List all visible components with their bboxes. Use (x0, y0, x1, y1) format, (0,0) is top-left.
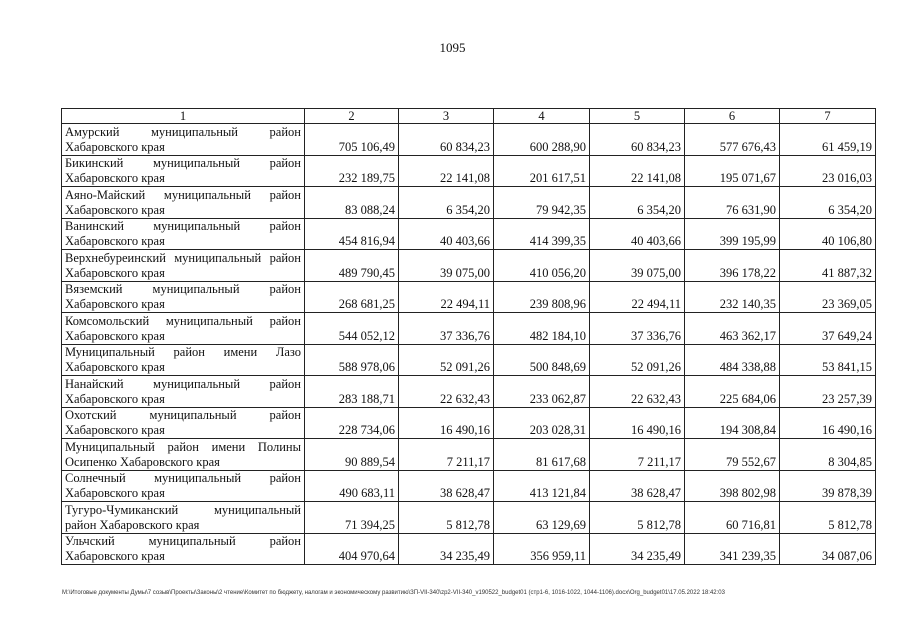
value-cell: 482 184,10 (494, 313, 590, 345)
value-cell: 232 140,35 (685, 281, 780, 313)
value-cell: 22 632,43 (590, 376, 685, 408)
table-row (62, 407, 876, 439)
value-cell: 60 834,23 (590, 124, 685, 156)
page-number: 1095 (439, 40, 466, 55)
table-row (62, 376, 876, 408)
table-header-row (62, 109, 876, 124)
value-cell: 40 403,66 (590, 218, 685, 250)
value-cell: 6 354,20 (590, 187, 685, 219)
value-cell: 81 617,68 (494, 439, 590, 471)
table-row (62, 155, 876, 187)
value-cell: 201 617,51 (494, 155, 590, 187)
value-cell: 34 235,49 (590, 533, 685, 565)
value-cell: 6 354,20 (780, 187, 876, 219)
value-cell: 404 970,64 (305, 533, 399, 565)
value-cell: 396 178,22 (685, 250, 780, 282)
value-cell: 225 684,06 (685, 376, 780, 408)
value-cell: 7 211,17 (399, 439, 494, 471)
value-cell: 228 734,06 (305, 407, 399, 439)
district-name-cell: Комсомольский муниципальный район Хабаровского края (62, 313, 305, 345)
value-cell: 454 816,94 (305, 218, 399, 250)
value-cell: 399 195,99 (685, 218, 780, 250)
value-cell: 194 308,84 (685, 407, 780, 439)
table-row (62, 344, 876, 376)
value-cell: 79 552,67 (685, 439, 780, 471)
value-cell: 588 978,06 (305, 344, 399, 376)
value-cell: 544 052,12 (305, 313, 399, 345)
value-cell: 463 362,17 (685, 313, 780, 345)
value-cell: 16 490,16 (590, 407, 685, 439)
table-row (62, 124, 876, 156)
district-name-cell: Амурский муниципальный район Хабаровского края (62, 124, 305, 156)
value-cell: 410 056,20 (494, 250, 590, 282)
file-path-footer: M:\Итоговые документы Думы\7 созыв\Проекты\Законы\2 чтение\Комитет по бюджету, налогам и экономическому развитию\ЗП-VII-340\zp2-VII-340_v190522_budget01 (стр1-6, 1016-1022, 1044-1106).docx\Org_budget01\17.05.2022 18:42:03 (62, 590, 725, 596)
value-cell: 490 683,11 (305, 470, 399, 502)
value-cell: 268 681,25 (305, 281, 399, 313)
value-cell: 232 189,75 (305, 155, 399, 187)
district-name-cell: Аяно-Майский муниципальный район Хабаровского края (62, 187, 305, 219)
value-cell: 283 188,71 (305, 376, 399, 408)
value-cell: 38 628,47 (399, 470, 494, 502)
value-cell: 705 106,49 (305, 124, 399, 156)
value-cell: 5 812,78 (780, 502, 876, 534)
value-cell: 39 075,00 (399, 250, 494, 282)
value-cell: 16 490,16 (399, 407, 494, 439)
district-name-cell: Солнечный муниципальный район Хабаровского края (62, 470, 305, 502)
value-cell: 233 062,87 (494, 376, 590, 408)
district-name-cell: Ульчский муниципальный район Хабаровского края (62, 533, 305, 565)
value-cell: 79 942,35 (494, 187, 590, 219)
value-cell: 52 091,26 (590, 344, 685, 376)
value-cell: 60 834,23 (399, 124, 494, 156)
value-cell: 356 959,11 (494, 533, 590, 565)
column-header: 2 (305, 109, 399, 124)
value-cell: 23 257,39 (780, 376, 876, 408)
value-cell: 63 129,69 (494, 502, 590, 534)
value-cell: 203 028,31 (494, 407, 590, 439)
value-cell: 398 802,98 (685, 470, 780, 502)
value-cell: 23 369,05 (780, 281, 876, 313)
value-cell: 38 628,47 (590, 470, 685, 502)
table-row (62, 439, 876, 471)
value-cell: 34 087,06 (780, 533, 876, 565)
value-cell: 5 812,78 (399, 502, 494, 534)
value-cell: 195 071,67 (685, 155, 780, 187)
value-cell: 37 336,76 (590, 313, 685, 345)
value-cell: 22 141,08 (399, 155, 494, 187)
value-cell: 40 106,80 (780, 218, 876, 250)
district-name-cell: Тугуро-Чумиканский муниципальный район Хабаровского края (62, 502, 305, 534)
district-name-cell: Нанайский муниципальный район Хабаровского края (62, 376, 305, 408)
value-cell: 40 403,66 (399, 218, 494, 250)
value-cell: 39 075,00 (590, 250, 685, 282)
value-cell: 61 459,19 (780, 124, 876, 156)
table-row (62, 218, 876, 250)
column-header: 1 (62, 109, 305, 124)
value-cell: 83 088,24 (305, 187, 399, 219)
column-header: 4 (494, 109, 590, 124)
table-row (62, 533, 876, 565)
district-name-cell: Вяземский муниципальный район Хабаровского края (62, 281, 305, 313)
district-name-cell: Муниципальный район имени Полины Осипенко Хабаровского края (62, 439, 305, 471)
value-cell: 76 631,90 (685, 187, 780, 219)
column-header: 5 (590, 109, 685, 124)
value-cell: 41 887,32 (780, 250, 876, 282)
value-cell: 22 494,11 (399, 281, 494, 313)
district-name-cell: Бикинский муниципальный район Хабаровского края (62, 155, 305, 187)
value-cell: 39 878,39 (780, 470, 876, 502)
value-cell: 22 632,43 (399, 376, 494, 408)
value-cell: 500 848,69 (494, 344, 590, 376)
value-cell: 600 288,90 (494, 124, 590, 156)
value-cell: 22 141,08 (590, 155, 685, 187)
value-cell: 23 016,03 (780, 155, 876, 187)
value-cell: 16 490,16 (780, 407, 876, 439)
value-cell: 577 676,43 (685, 124, 780, 156)
district-name-cell: Верхнебуреинский муниципальный район Хабаровского края (62, 250, 305, 282)
table-row (62, 250, 876, 282)
value-cell: 60 716,81 (685, 502, 780, 534)
value-cell: 239 808,96 (494, 281, 590, 313)
value-cell: 484 338,88 (685, 344, 780, 376)
value-cell: 37 336,76 (399, 313, 494, 345)
column-header: 3 (399, 109, 494, 124)
value-cell: 7 211,17 (590, 439, 685, 471)
value-cell: 6 354,20 (399, 187, 494, 219)
table-row (62, 281, 876, 313)
table-row (62, 470, 876, 502)
value-cell: 37 649,24 (780, 313, 876, 345)
value-cell: 414 399,35 (494, 218, 590, 250)
value-cell: 34 235,49 (399, 533, 494, 565)
column-header: 7 (780, 109, 876, 124)
table-row (62, 502, 876, 534)
value-cell: 489 790,45 (305, 250, 399, 282)
table-row (62, 313, 876, 345)
value-cell: 341 239,35 (685, 533, 780, 565)
district-name-cell: Муниципальный район имени Лазо Хабаровского края (62, 344, 305, 376)
value-cell: 8 304,85 (780, 439, 876, 471)
value-cell: 22 494,11 (590, 281, 685, 313)
table-row (62, 187, 876, 219)
column-header: 6 (685, 109, 780, 124)
value-cell: 90 889,54 (305, 439, 399, 471)
district-name-cell: Ванинский муниципальный район Хабаровского края (62, 218, 305, 250)
value-cell: 71 394,25 (305, 502, 399, 534)
value-cell: 413 121,84 (494, 470, 590, 502)
value-cell: 5 812,78 (590, 502, 685, 534)
district-name-cell: Охотский муниципальный район Хабаровского края (62, 407, 305, 439)
budget-table (61, 108, 876, 565)
value-cell: 53 841,15 (780, 344, 876, 376)
value-cell: 52 091,26 (399, 344, 494, 376)
